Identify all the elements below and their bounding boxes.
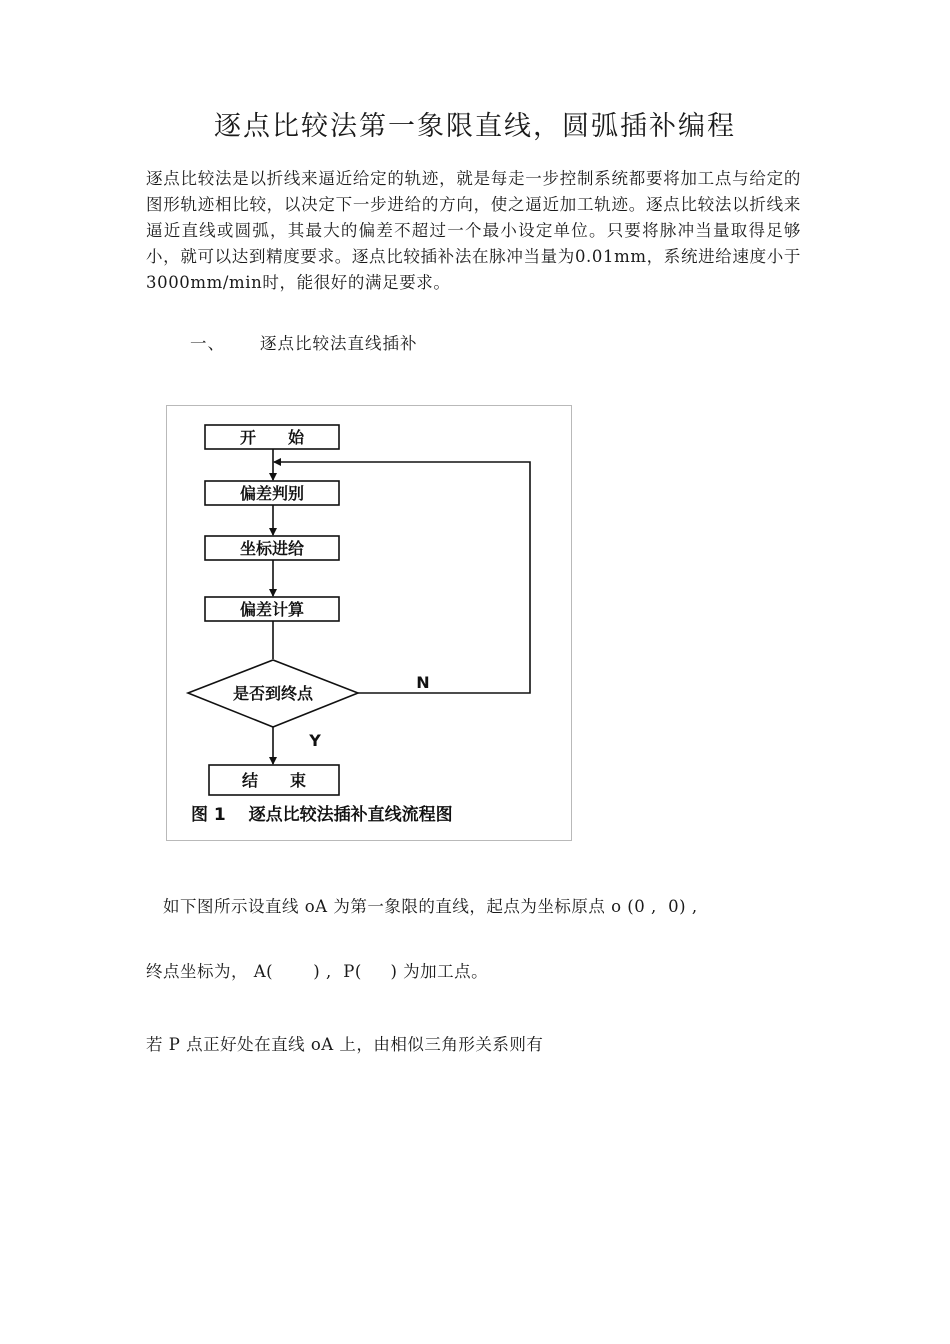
- end-label: 结 束: [241, 771, 307, 790]
- intro-paragraph: 逐点比较法是以折线来逼近给定的轨迹，就是每走一步控制系统都要将加工点与给定的图形轨迹相比较，以决定下一步进给的方向，使之逼近加工轨迹。逐点比较法以折线来逼近直线或圆弧，其最大的偏差不超过一个最小设定单位。只要将脉冲当量取得足够小，就可以达到精度要求。逐点比较插补法在脉冲当量为0.01mm，系统进给速度小于3000mm/min时，能很好的满足要求。: [146, 169, 801, 292]
- section-heading: [190, 330, 418, 354]
- start-label: 开 始: [239, 428, 305, 447]
- section-number: 一、: [190, 334, 225, 353]
- yes-branch-label: Y: [309, 731, 321, 750]
- no-branch-label: N: [416, 673, 430, 692]
- deviation-calc-label: 偏差计算: [239, 600, 305, 619]
- similar-triangle-paragraph: 若 P 点正好处在直线 oA 上，由相似三角形关系则有: [146, 1035, 544, 1054]
- endpoint-paragraph: 终点坐标为， A( ) , P( ) 为加工点。: [146, 962, 489, 981]
- figure-caption: 图 1 逐点比较法插补直线流程图: [191, 805, 453, 825]
- coordinate-feed-label: 坐标进给: [239, 539, 305, 558]
- flowchart-diagram: [167, 406, 573, 842]
- page-title: 逐点比较法第一象限直线，圆弧插补编程: [214, 111, 736, 142]
- line-definition-paragraph: 如下图所示设直线 oA 为第一象限的直线，起点为坐标原点 o (0 , 0) ,: [163, 897, 698, 916]
- deviation-judge-label: 偏差判别: [239, 484, 305, 503]
- flowchart-figure: [166, 405, 572, 841]
- section-heading-text: 逐点比较法直线插补: [260, 334, 418, 353]
- loop-back-line: [274, 462, 530, 693]
- end-check-label: 是否到终点: [232, 684, 314, 703]
